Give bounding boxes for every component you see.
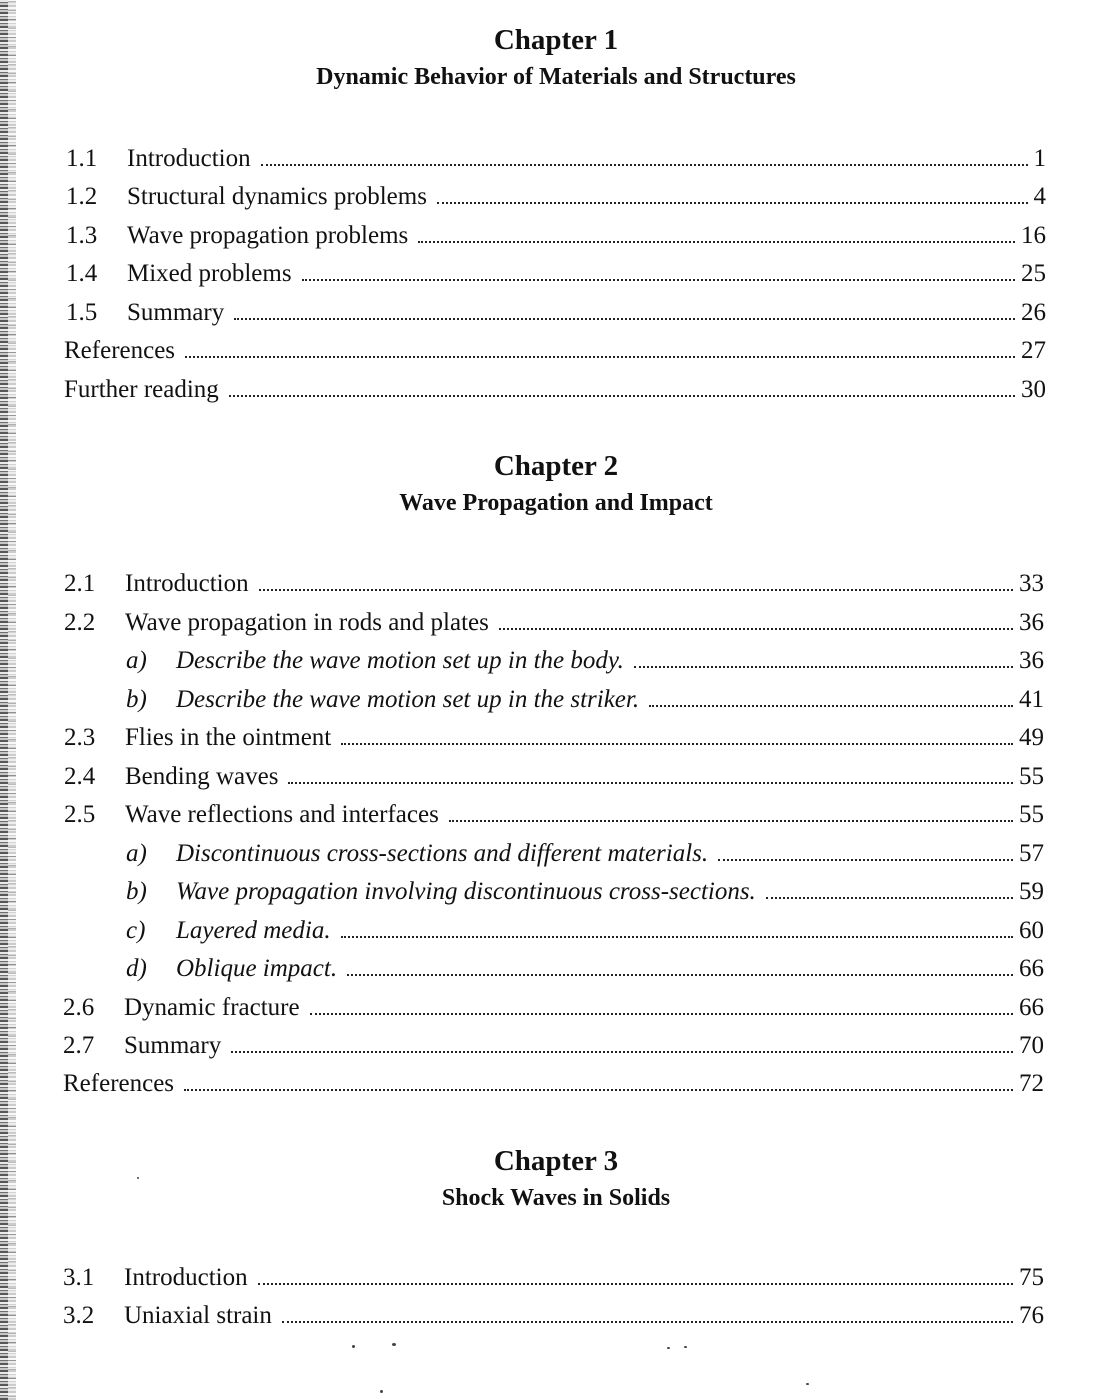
toc-entry[interactable] [64,799,1044,831]
subsection-title: Wave propagation involving discontinuous cross-sections. [176,878,756,905]
section-number: 3.2 [63,1302,95,1329]
dot-leader [259,589,1013,591]
section-number: 2.3 [64,724,96,751]
toc-entry[interactable] [63,1030,1044,1062]
section-title: Summary [124,1032,222,1059]
dot-leader [649,705,1013,707]
page-number: 4 [1033,183,1046,210]
section-number: 2.5 [64,801,96,828]
section-number: 2.6 [63,994,95,1021]
scan-speck [392,1343,396,1346]
dot-leader [341,743,1013,745]
subsection-letter: a) [126,840,147,867]
section-number: 2.2 [64,609,96,636]
section-title: Further reading [64,376,219,403]
section-title: Mixed problems [127,260,292,287]
subsection-title: Describe the wave motion set up in the striker. [176,686,640,713]
dot-leader [418,241,1015,243]
dot-leader [282,1321,1013,1323]
toc-entry[interactable] [64,722,1044,754]
page-number: 16 [1021,222,1046,249]
toc-entry[interactable] [64,568,1044,600]
section-title: Wave propagation in rods and plates [125,609,489,636]
section-title: Dynamic fracture [124,994,300,1021]
chapter-title: Chapter 1 [493,24,619,56]
scan-speck [137,1177,139,1179]
section-number: 2.1 [64,570,96,597]
page-number: 33 [1019,570,1044,597]
dot-leader [718,859,1013,861]
subsection-title: Describe the wave motion set up in the body. [176,647,624,674]
dot-leader [347,974,1013,976]
section-title: Uniaxial strain [124,1302,272,1329]
section-title: Summary [127,299,225,326]
page-number: 60 [1019,917,1044,944]
page-number: 66 [1019,994,1044,1021]
section-number: 1.4 [66,260,98,287]
toc-subentry[interactable] [126,876,1044,908]
scan-speck [806,1383,809,1385]
section-number: 1.2 [66,183,98,210]
page-number: 36 [1019,609,1044,636]
toc-entry-references[interactable] [64,335,1046,367]
dot-leader [310,1013,1013,1015]
toc-subentry[interactable] [126,953,1044,985]
subsection-letter: b) [126,686,147,713]
page-number: 30 [1021,376,1046,403]
subsection-letter: c) [126,917,146,944]
toc-entry[interactable] [66,143,1046,175]
dot-leader [499,628,1013,630]
dot-leader [261,164,1028,166]
chapter-3-heading [0,1143,1112,1213]
section-number: 2.7 [63,1032,95,1059]
section-title: Structural dynamics problems [127,183,427,210]
section-title: References [64,337,176,364]
dot-leader [258,1283,1013,1285]
dot-leader [449,820,1013,822]
page-number: 55 [1019,763,1044,790]
subsection-letter: d) [126,955,147,982]
section-title: Introduction [127,145,251,172]
dot-leader [288,782,1013,784]
page-number: 59 [1019,878,1044,905]
toc-entry-references[interactable] [63,1068,1044,1100]
toc-entry[interactable] [66,220,1046,252]
dot-leader [341,936,1013,938]
page-number: 25 [1021,260,1046,287]
page-number: 75 [1019,1264,1044,1291]
chapter-subtitle: Wave Propagation and Impact [399,490,713,516]
page-number: 27 [1021,337,1046,364]
subsection-letter: a) [126,647,147,674]
scan-speck [352,1345,355,1348]
toc-entry[interactable] [64,761,1044,793]
section-title: Wave reflections and interfaces [125,801,439,828]
page-number: 55 [1019,801,1044,828]
chapter-title: Chapter 2 [493,450,619,482]
chapter-2-heading [0,448,1112,518]
toc-entry[interactable] [66,181,1046,213]
dot-leader [437,202,1028,204]
section-title: References [63,1070,175,1097]
section-number: 2.4 [64,763,96,790]
subsection-letter: b) [126,878,147,905]
section-number: 1.3 [66,222,98,249]
scan-speck [380,1390,383,1393]
page-number: 41 [1019,686,1044,713]
toc-entry[interactable] [66,258,1046,290]
page-number: 1 [1033,145,1046,172]
toc-subentry[interactable] [126,645,1044,677]
subsection-title: Oblique impact. [176,955,338,982]
page-number: 26 [1021,299,1046,326]
toc-subentry[interactable] [126,915,1044,947]
dot-leader [229,395,1015,397]
chapter-subtitle: Shock Waves in Solids [441,1185,671,1211]
dot-leader [634,666,1013,668]
subsection-title: Layered media. [176,917,331,944]
page-number: 76 [1019,1302,1044,1329]
toc-entry[interactable] [63,992,1044,1024]
scan-speck [667,1347,670,1349]
toc-entry-further-reading[interactable] [64,374,1046,406]
dot-leader [302,279,1015,281]
section-number: 3.1 [63,1264,95,1291]
page-number: 57 [1019,840,1044,867]
section-number: 1.5 [66,299,98,326]
chapter-subtitle: Dynamic Behavior of Materials and Structures [316,64,796,90]
toc-entry[interactable] [63,1262,1044,1294]
section-title: Introduction [125,570,249,597]
chapter-1-heading [0,22,1112,92]
dot-leader [766,897,1013,899]
dot-leader [184,1089,1013,1091]
chapter-title: Chapter 3 [493,1145,619,1177]
page-number: 70 [1019,1032,1044,1059]
dot-leader [231,1051,1013,1053]
page-number: 49 [1019,724,1044,751]
page-number: 36 [1019,647,1044,674]
dot-leader [185,356,1015,358]
page-number: 72 [1019,1070,1044,1097]
toc-entry[interactable] [64,607,1044,639]
toc-entry[interactable] [63,1300,1044,1332]
scan-speck [684,1346,687,1348]
dot-leader [234,318,1015,320]
page-number: 66 [1019,955,1044,982]
section-title: Flies in the ointment [125,724,332,751]
section-title: Introduction [124,1264,248,1291]
toc-subentry[interactable] [126,684,1044,716]
section-title: Wave propagation problems [127,222,409,249]
toc-entry[interactable] [66,297,1046,329]
section-title: Bending waves [125,763,279,790]
section-number: 1.1 [66,145,98,172]
toc-subentry[interactable] [126,838,1044,870]
subsection-title: Discontinuous cross-sections and different materials. [176,840,709,867]
